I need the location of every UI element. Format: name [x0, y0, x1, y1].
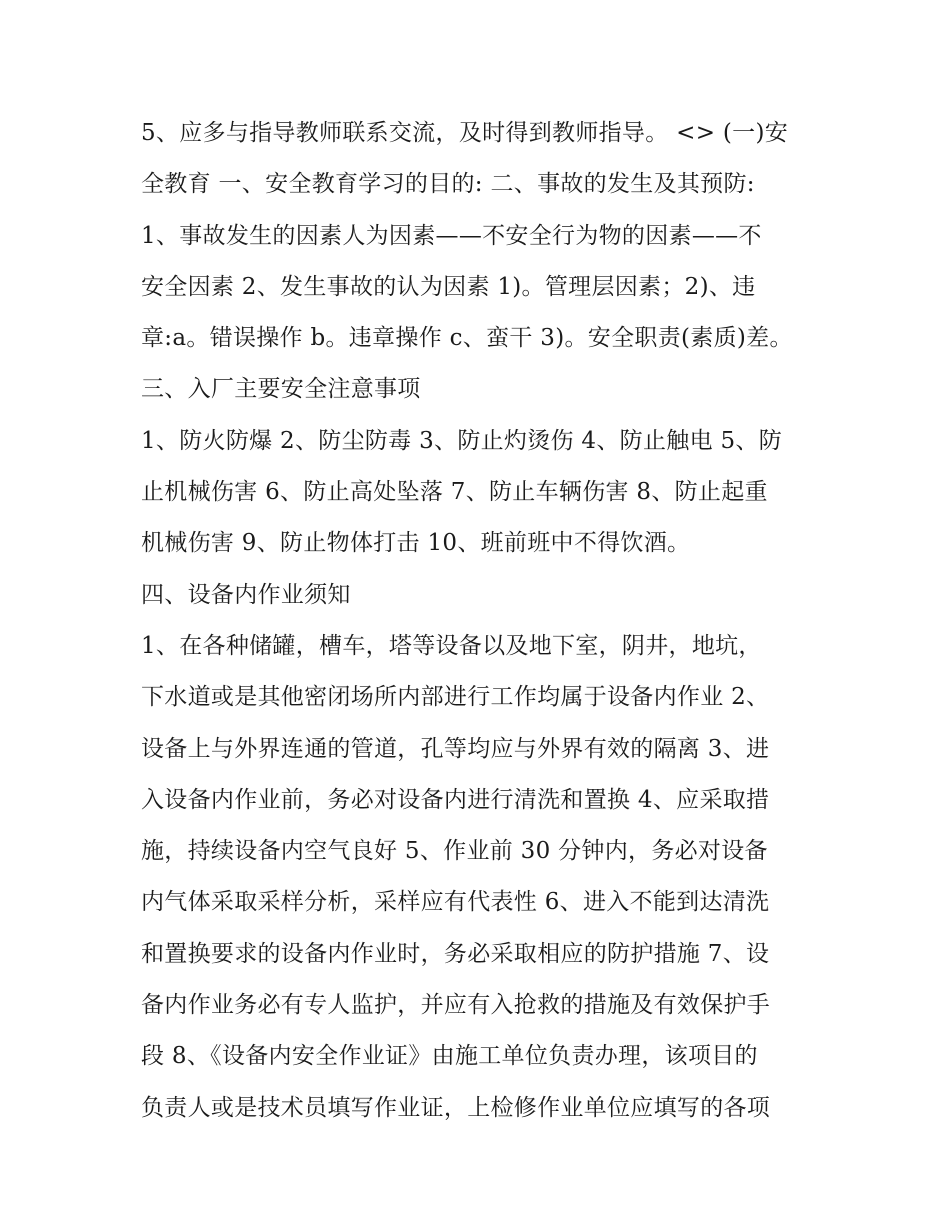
text-line: 段 8、《设备内安全作业证》由施工单位负责办理，该项目的	[141, 1043, 758, 1070]
text-line: 机械伤害 9、防止物体打击 10、班前班中不得饮酒。	[141, 530, 691, 557]
body-text	[141, 108, 821, 1134]
text-line: 1、在各种储罐，槽车，塔等设备以及地下室，阴井，地坑，	[141, 632, 762, 659]
text-line: 施，持续设备内空气良好 5、作业前 30 分钟内，务必对设备	[141, 838, 768, 865]
section-heading: 三、入厂主要安全注意事项	[141, 376, 421, 403]
text-line: 章:a。错误操作 b。违章操作 c、蛮干 3)。安全职责(素质)差。	[141, 325, 793, 352]
text-line: 止机械伤害 6、防止高处坠落 7、防止车辆伤害 8、防止起重	[141, 479, 768, 506]
text-line: 内气体采取采样分析，采样应有代表性 6、进入不能到达清洗	[141, 889, 770, 916]
text-line: 5、应多与指导教师联系交流，及时得到教师指导。 <> (一)安	[141, 120, 789, 146]
section-heading: 四、设备内作业须知	[141, 581, 351, 608]
text-line: 1、防火防爆 2、防尘防毒 3、防止灼烫伤 4、防止触电 5、防	[141, 427, 783, 454]
text-line: 安全因素 2、发生事故的认为因素 1)。管理层因素；2)、违	[141, 273, 756, 300]
text-line: 和置换要求的设备内作业时，务必采取相应的防护措施 7、设	[141, 940, 770, 967]
text-line: 设备上与外界连通的管道，孔等均应与外界有效的隔离 3、进	[141, 735, 770, 762]
text-line: 1、事故发生的因素人为因素——不安全行为物的因素——不	[141, 222, 762, 249]
text-line: 负责人或是技术员填写作业证，上检修作业单位应填写的各项	[141, 1094, 771, 1121]
text-line: 下水道或是其他密闭场所内部进行工作均属于设备内作业 2、	[141, 684, 770, 711]
text-line: 全教育 一、安全教育学习的目的: 二、事故的发生及其预防:	[141, 171, 755, 198]
text-line: 入设备内作业前，务必对设备内进行清洗和置换 4、应采取措	[141, 786, 770, 813]
text-line: 备内作业务必有专人监护，并应有入抢救的措施及有效保护手	[141, 992, 771, 1019]
